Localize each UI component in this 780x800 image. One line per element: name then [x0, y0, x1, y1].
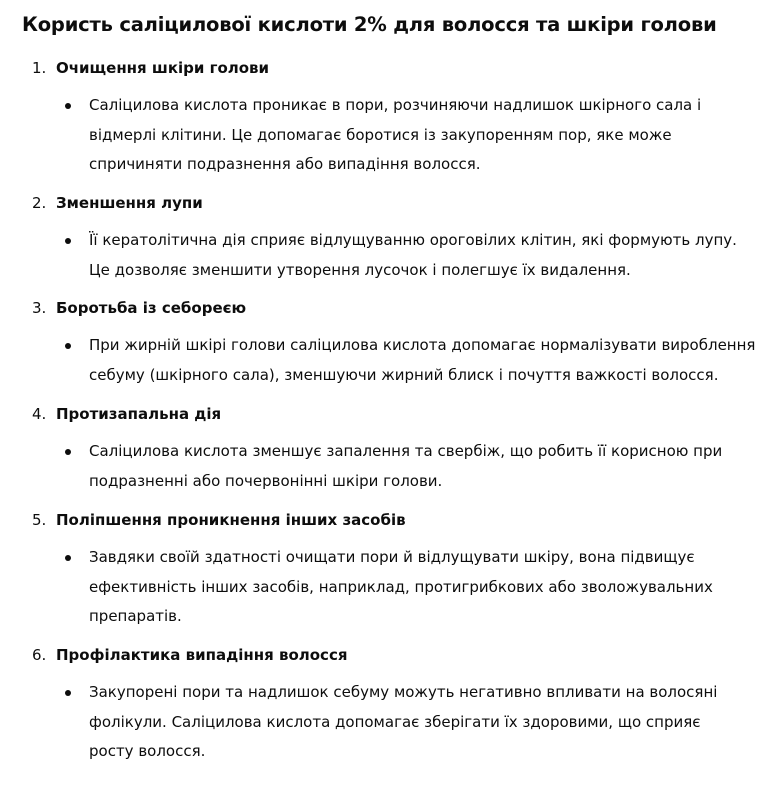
item-number: 2.: [32, 194, 47, 212]
item-text: Її кератолітична дія сприяє відлущуванню ороговілих клітин, які формують лупу. Це дозволяє зменшити утворення лусочок і полегшує їх видалення.: [89, 231, 737, 279]
item-heading: Профілактика випадіння волосся: [56, 646, 348, 664]
item-number: 3.: [32, 299, 47, 317]
page-title: Користь саліцилової кислоти 2% для волосся та шкіри голови: [22, 13, 717, 36]
item-text: Саліцилова кислота проникає в пори, розчиняючи надлишок шкірного сала і відмерлі клітини. Це допомагає боротися із закупоренням пор, яке може спричиняти подразнення або випадіння волосся.: [89, 96, 702, 173]
bullet-icon: [65, 343, 71, 349]
item-heading: Очищення шкіри голови: [56, 59, 270, 77]
item-heading: Зменшення лупи: [56, 194, 203, 212]
item-heading: Боротьба із себореєю: [56, 299, 247, 317]
bullet-icon: [65, 555, 71, 561]
item-number: 6.: [32, 646, 47, 664]
item-number: 5.: [32, 511, 47, 529]
bullet-icon: [65, 449, 71, 455]
item-text: При жирній шкірі голови саліцилова кислота допомагає нормалізувати вироблення себуму (шкірного сала), зменшуючи жирний блиск і почуття важкості волосся.: [89, 336, 756, 384]
item-number: 4.: [32, 405, 47, 423]
item-heading: Поліпшення проникнення інших засобів: [56, 511, 406, 529]
bullet-icon: [65, 690, 71, 696]
item-heading: Протизапальна дія: [56, 405, 222, 423]
bullet-icon: [65, 103, 71, 109]
item-number: 1.: [32, 59, 47, 77]
bullet-icon: [65, 238, 71, 244]
item-text: Саліцилова кислота зменшує запалення та свербіж, що робить її корисною при подразненні або почервонінні шкіри голови.: [89, 442, 723, 490]
item-text: Закупорені пори та надлишок себуму можуть негативно впливати на волосяні фолікули. Саліцилова кислота допомагає зберігати їх здоровими, що сприяє росту волосся.: [89, 683, 718, 760]
item-text: Завдяки своїй здатності очищати пори й відлущувати шкіру, вона підвищує ефективність інших засобів, наприклад, протигрибкових або зволожувальних препаратів.: [89, 548, 713, 625]
